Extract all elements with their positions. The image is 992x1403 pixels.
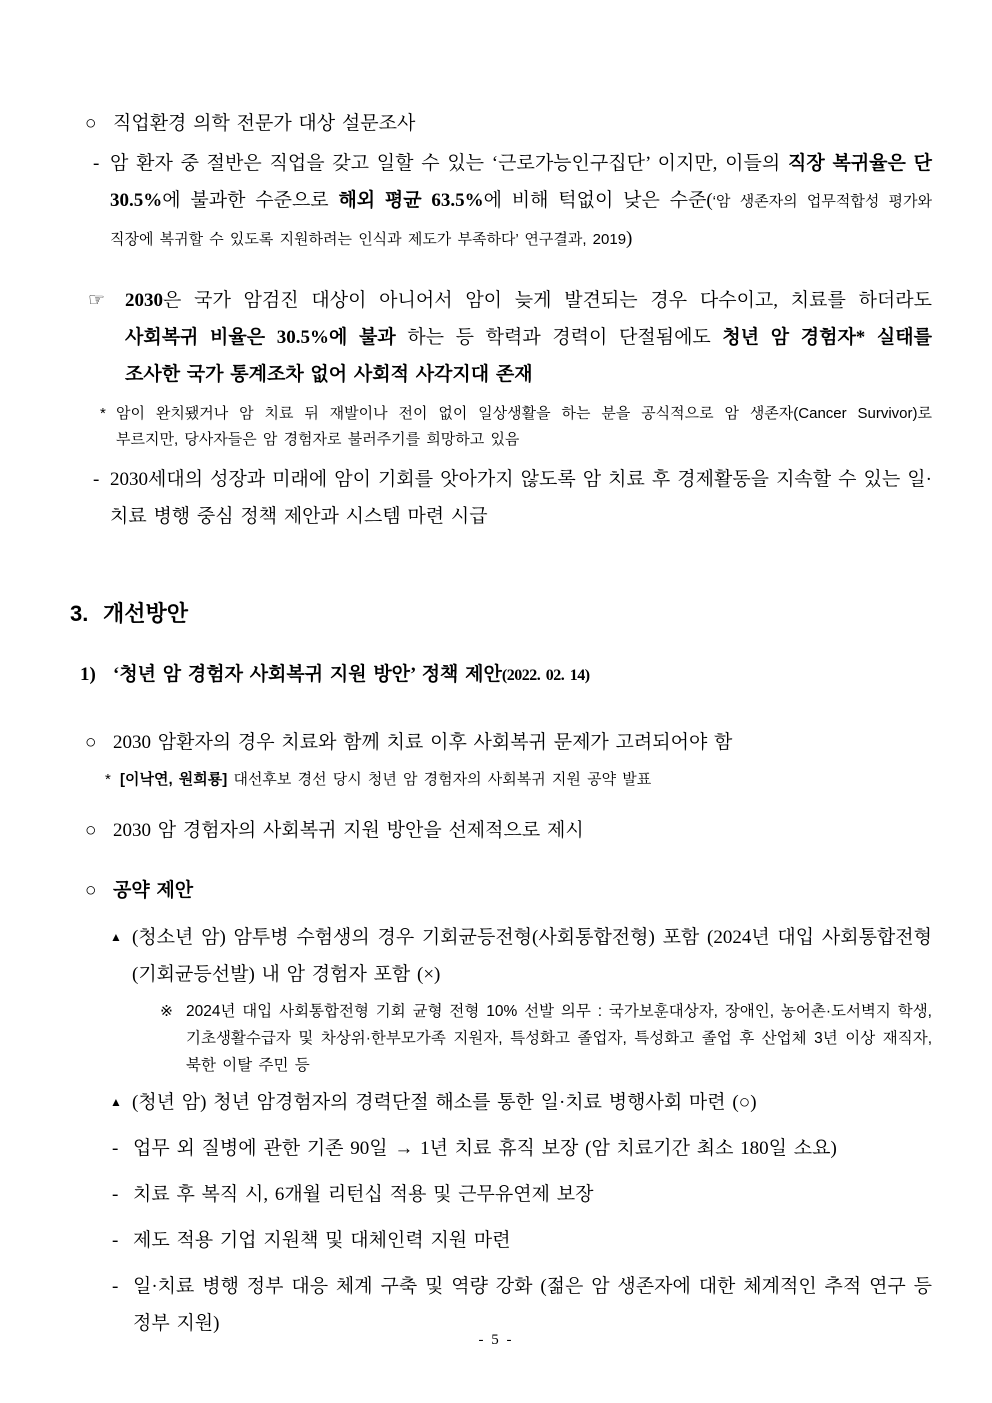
dash-marker: - bbox=[112, 1230, 119, 1251]
subsection-title: ‘청년 암 경험자 사회복귀 지원 방안’ 정책 제안(2022. 02. 14) bbox=[113, 664, 590, 685]
circle-bullet-icon: ○ bbox=[85, 820, 97, 841]
triangle-item-teen-cancer-text: (청소년 암) 암투병 수험생의 경우 기회균등전형(사회통합전형) 포함 (2024년 대입 사회통합전형(기회균등선발) 내 암 경험자 포함 (×) bbox=[132, 927, 932, 985]
section-title: 개선방안 bbox=[103, 601, 189, 626]
circle-bullet-icon: ○ bbox=[85, 880, 97, 901]
section-number: 3. bbox=[70, 601, 89, 626]
bullet-item-proactive-text: 2030 암 경험자의 사회복귀 지원 방안을 선제적으로 제시 bbox=[113, 820, 584, 841]
dash-item-return-rate bbox=[93, 145, 932, 258]
reference-note-2024-text: 2024년 대입 사회통합전형 기회 균형 전형 10% 선발 의무 : 국가보훈대상자, 장애인, 농어촌·도서벽지 학생, 기초생활수급자 및 차상위·한부모가족 지원자, 특성화고 졸업자, 특성화고 졸업 후 산업체 3년 이상 재직자, 북한 이탈 주민 등 bbox=[186, 1003, 932, 1074]
pointer-item-2030-text: 2030은 국가 암검진 대상이 아니어서 암이 늦게 발견되는 경우 다수이고, 치료를 하더라도 사회복귀 비율은 30.5%에 불과 하는 등 학력과 경력이 단절됨에도 청년 암 경험자* 실태를 조사한 국가 통계조차 없어 사회적 사각지대 존재 bbox=[125, 290, 932, 385]
page-number: - 5 - bbox=[478, 1332, 514, 1348]
dash-item-gov-capacity bbox=[112, 1268, 932, 1342]
bullet-item-patients-consider bbox=[85, 724, 932, 761]
circle-bullet-icon: ○ bbox=[85, 113, 97, 134]
dash-item-gov-capacity-text: 일·치료 병행 정부 대응 체계 구축 및 역량 강화 (젊은 암 생존자에 대한 체계적인 추적 연구 등 정부 지원) bbox=[133, 1276, 932, 1334]
dash-marker: - bbox=[112, 1276, 119, 1297]
footnote-cancer-survivor bbox=[100, 401, 932, 453]
dash-item-policy-urgent bbox=[93, 461, 932, 535]
section-heading-improvement bbox=[70, 599, 932, 629]
reference-mark-icon: ※ bbox=[160, 1003, 173, 1020]
triangle-item-youth-cancer-text: (청년 암) 청년 암경험자의 경력단절 해소를 통한 일·치료 병행사회 마련 (○) bbox=[132, 1092, 757, 1113]
triangle-bullet-icon: ▲ bbox=[110, 1095, 122, 1109]
dash-item-company-support-text: 제도 적용 기업 지원책 및 대체인력 지원 마련 bbox=[133, 1230, 511, 1251]
bullet-item-patients-consider-text: 2030 암환자의 경우 치료와 함께 치료 이후 사회복귀 문제가 고려되어야 함 bbox=[113, 732, 733, 753]
dash-item-company-support bbox=[112, 1222, 932, 1259]
triangle-item-youth-cancer bbox=[110, 1084, 932, 1121]
asterisk-marker: * bbox=[105, 771, 111, 788]
subsection-number: 1) bbox=[80, 664, 96, 685]
bullet-item-survey-text: 직업환경 의학 전문가 대상 설문조사 bbox=[113, 113, 416, 134]
dash-item-return-rate-text: 암 환자 중 절반은 직업을 갖고 일할 수 있는 ‘근로가능인구집단’ 이지만, 이들의 직장 복귀율은 단 30.5%에 불과한 수준으로 해외 평균 63.5%에 비해 턱없이 낮은 수준(‘암 생존자의 업무적합성 평가와 직장에 복귀할 수 있도록 지원하려는 인식과 제도가 부족하다’ 연구결과, 2019) bbox=[110, 153, 932, 249]
pointer-hand-icon: ☞ bbox=[88, 290, 106, 311]
bullet-item-proactive bbox=[85, 812, 932, 849]
dash-item-policy-urgent-text: 2030세대의 성장과 미래에 암이 기회를 앗아가지 않도록 암 치료 후 경제활동을 지속할 수 있는 일·치료 병행 중심 정책 제안과 시스템 마련 시급 bbox=[110, 469, 932, 527]
bullet-item-survey bbox=[85, 105, 932, 142]
dash-marker: - bbox=[112, 1184, 119, 1205]
footnote-cancer-survivor-text: 암이 완치됐거나 암 치료 뒤 재발이나 전이 없이 일상생활을 하는 분을 공식적으로 암 생존자(Cancer Survivor)로 부르지만, 당사자들은 암 경험자로 불러주기를 희망하고 있음 bbox=[116, 405, 932, 448]
dash-item-leave-90-text: 업무 외 질병에 관한 기존 90일 → 1년 치료 휴직 보장 (암 치료기간 최소 180일 소요) bbox=[133, 1138, 837, 1159]
dash-item-returnship-text: 치료 후 복직 시, 6개월 리턴십 적용 및 근무유연제 보장 bbox=[133, 1184, 594, 1205]
footnote-candidates-text: [이낙연, 원희룡] 대선후보 경선 당시 청년 암 경험자의 사회복귀 지원 공약 발표 bbox=[120, 771, 652, 788]
footnote-candidates bbox=[105, 767, 932, 793]
bullet-item-pledge-text: 공약 제안 bbox=[113, 880, 194, 901]
asterisk-marker: * bbox=[100, 405, 106, 422]
reference-note-2024 bbox=[160, 998, 932, 1079]
dash-item-returnship bbox=[112, 1176, 932, 1213]
dash-marker: - bbox=[93, 469, 100, 490]
circle-bullet-icon: ○ bbox=[85, 732, 97, 753]
bullet-item-pledge bbox=[85, 872, 932, 909]
triangle-bullet-icon: ▲ bbox=[110, 930, 122, 944]
triangle-item-teen-cancer bbox=[110, 919, 932, 993]
dash-marker: - bbox=[93, 153, 100, 174]
dash-item-leave-90 bbox=[112, 1130, 932, 1167]
subsection-heading-policy-proposal bbox=[80, 656, 932, 694]
dash-marker: - bbox=[112, 1138, 119, 1159]
pointer-item-2030 bbox=[88, 282, 932, 393]
